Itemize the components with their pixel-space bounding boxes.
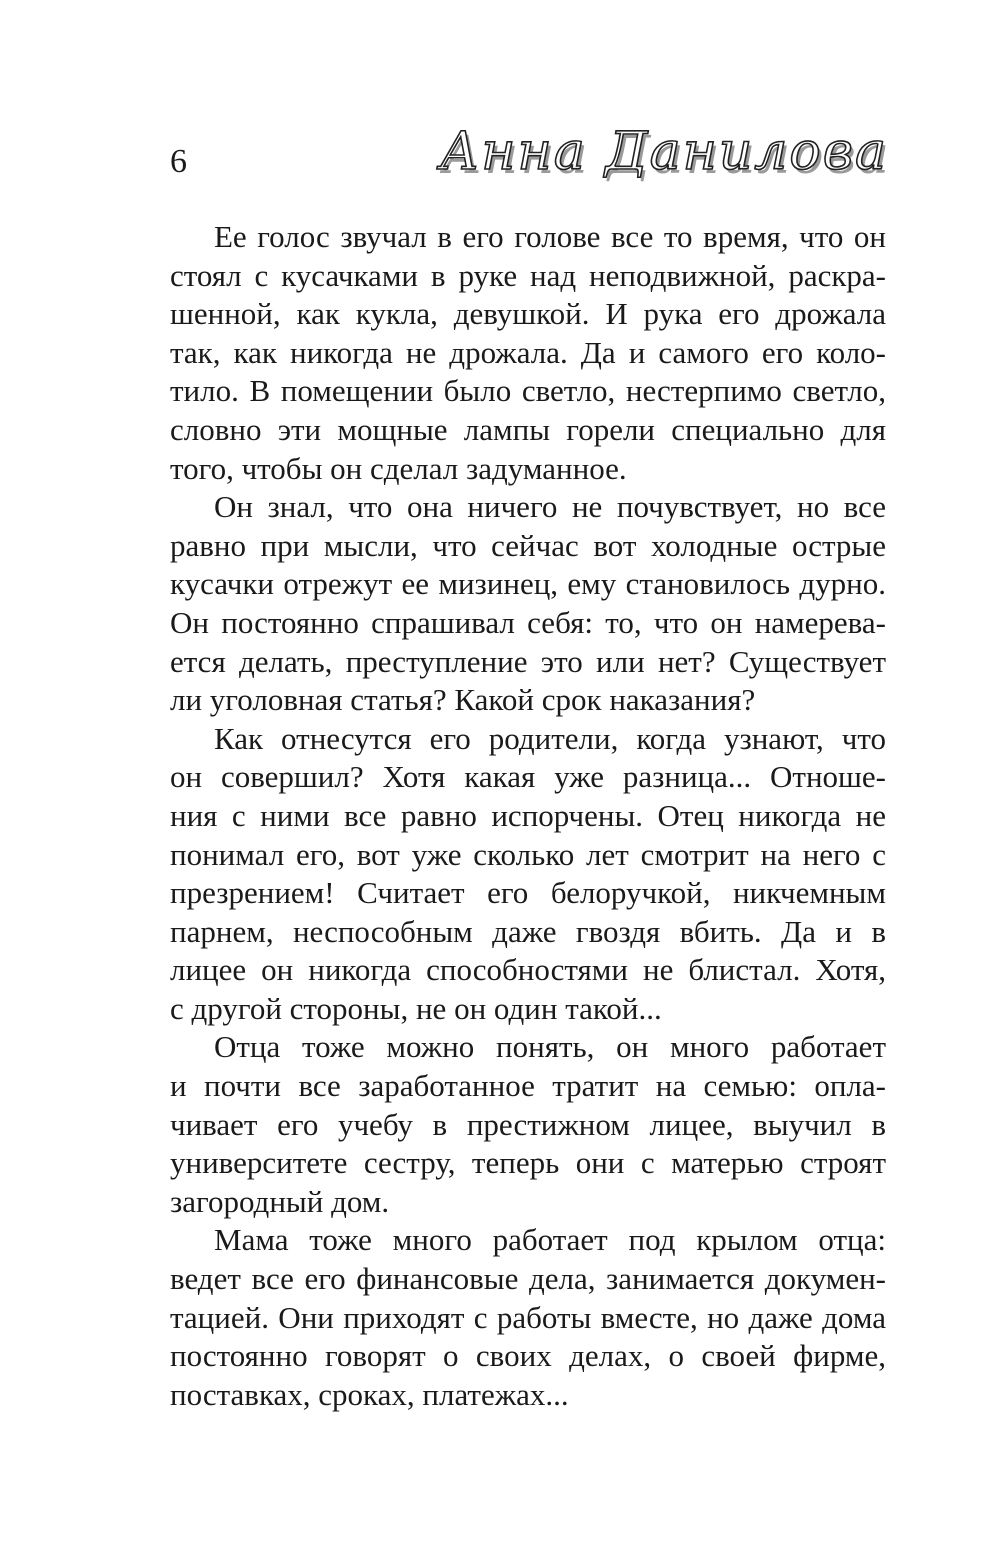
paragraph-1 (170, 218, 886, 488)
text-line: ния с ними все равно испорчены. Отец никогда не (170, 797, 886, 833)
text-line: так, как никогда не дрожала. Да и самого его коло- (170, 334, 886, 370)
text-line: тацией. Они приходят с работы вместе, но даже дома (170, 1299, 886, 1335)
text-line: Он знал, что она ничего не почувствует, но все (214, 489, 886, 525)
text-line: Мама тоже много работает под крылом отца: (214, 1222, 886, 1258)
text-line: чивает его учебу в престижном лицее, выучил в (170, 1106, 886, 1142)
text-line: с другой стороны, не он один такой... (170, 990, 662, 1026)
text-line: постоянно говорят о своих делах, о своей фирме, (170, 1338, 886, 1374)
text-line: понимал его, вот уже сколько лет смотрит на него с (170, 836, 886, 872)
text-line: ется делать, преступление это или нет? Существует (170, 643, 886, 679)
running-header-author: Анна Данилова (439, 122, 888, 182)
text-line: словно эти мощные лампы горели специально для (170, 411, 886, 447)
text-line: ведет все его финансовые дела, занимается докумен- (170, 1261, 886, 1297)
text-line: ли уголовная статья? Какой срок наказания? (170, 682, 756, 718)
text-line: поставках, сроках, платежах... (170, 1376, 569, 1412)
text-line: кусачки отрежут ее мизинец, ему становилось дурно. (170, 566, 886, 602)
text-line: он совершил? Хотя какая уже разница... Отноше- (170, 759, 886, 795)
text-line: тило. В помещении было светло, нестерпимо светло, (170, 373, 886, 409)
text-line: загородный дом. (170, 1183, 390, 1219)
page-number: 6 (170, 143, 187, 180)
paragraph-5 (170, 1221, 886, 1414)
text-line: презрением! Считает его белоручкой, никчемным (170, 875, 886, 911)
text-line: Он постоянно спрашивал себя: то, что он намерева- (170, 604, 886, 640)
text-line: того, чтобы он сделал задуманное. (170, 450, 627, 486)
paragraph-2 (170, 488, 886, 720)
text-line: Как отнесутся его родители, когда узнают, что (214, 720, 886, 756)
text-line: стоял с кусачками в руке над неподвижной, раскра- (170, 257, 886, 293)
text-line: равно при мысли, что сейчас вот холодные острые (170, 527, 886, 563)
paragraph-3 (170, 720, 886, 1029)
text-line: Отца тоже можно понять, он много работает (214, 1029, 886, 1065)
text-line: шенной, как кукла, девушкой. И рука его дрожала (170, 296, 886, 332)
paragraph-4 (170, 1028, 886, 1221)
body-text (170, 218, 886, 1414)
text-line: университете сестру, теперь они с матерью строят (170, 1145, 886, 1181)
text-line: парнем, неспособным даже гвоздя вбить. Да и в (170, 913, 886, 949)
text-line: лицее он никогда способностями не блистал. Хотя, (170, 952, 886, 988)
text-line: и почти все заработанное тратит на семью: опла- (170, 1068, 886, 1104)
text-line: Ее голос звучал в его голове все то время, что он (214, 219, 886, 254)
